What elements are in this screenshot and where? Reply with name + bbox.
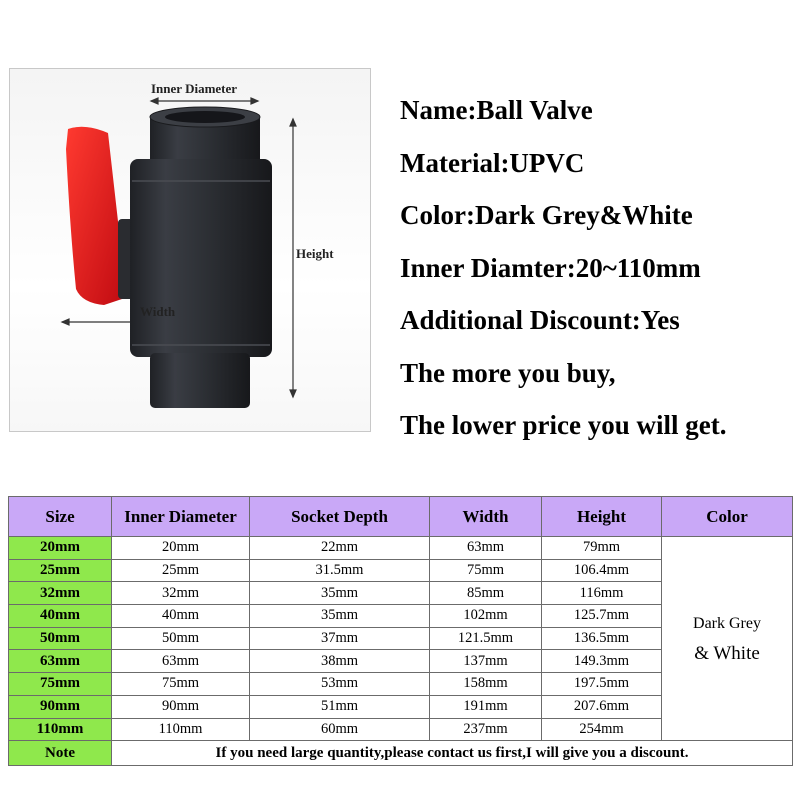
height-cell: 79mm [542, 537, 662, 560]
color-line-2: & White [694, 642, 760, 664]
width-cell: 237mm [430, 718, 542, 741]
size-table [8, 496, 793, 766]
inner-diameter-cell: 20mm [112, 537, 250, 560]
size-cell: 90mm [9, 695, 112, 718]
height-cell: 149.3mm [542, 650, 662, 673]
height-cell: 106.4mm [542, 559, 662, 582]
socket-depth-cell: 38mm [250, 650, 430, 673]
size-cell: 75mm [9, 673, 112, 696]
inner-diameter-cell: 32mm [112, 582, 250, 605]
inner-diameter-cell: 110mm [112, 718, 250, 741]
color-line-1: Dark Grey [693, 614, 761, 632]
height-cell: 207.6mm [542, 695, 662, 718]
socket-depth-cell: 37mm [250, 627, 430, 650]
width-cell: 85mm [430, 582, 542, 605]
inner-diameter-cell: 40mm [112, 605, 250, 628]
inner-diameter-cell: 90mm [112, 695, 250, 718]
inner-diameter-label: Inner Diameter [151, 81, 238, 96]
note-row [9, 741, 793, 766]
width-cell: 191mm [430, 695, 542, 718]
size-cell: 20mm [9, 537, 112, 560]
header-color: Color [662, 497, 793, 537]
socket-depth-cell: 51mm [250, 695, 430, 718]
product-specs [400, 84, 726, 452]
inner-diameter-cell: 75mm [112, 673, 250, 696]
inner-diameter-cell: 50mm [112, 627, 250, 650]
height-cell: 254mm [542, 718, 662, 741]
header-height: Height [542, 497, 662, 537]
red-handle [66, 127, 122, 305]
spec-material: Material:UPVC [400, 147, 585, 178]
spec-promo-line-2: The lower price you will get. [400, 410, 727, 440]
valve-body [130, 159, 272, 357]
header-socket-depth: Socket Depth [250, 497, 430, 537]
socket-depth-cell: 60mm [250, 718, 430, 741]
table-header-row [9, 497, 793, 537]
color-cell [662, 537, 793, 741]
socket-depth-cell: 22mm [250, 537, 430, 560]
width-cell: 137mm [430, 650, 542, 673]
size-cell: 50mm [9, 627, 112, 650]
socket-depth-cell: 35mm [250, 605, 430, 628]
header-size: Size [9, 497, 112, 537]
inner-diameter-cell: 63mm [112, 650, 250, 673]
size-cell: 110mm [9, 718, 112, 741]
width-cell: 158mm [430, 673, 542, 696]
spec-promo-line-1: The more you buy, [400, 357, 616, 388]
height-cell: 197.5mm [542, 673, 662, 696]
width-cell: 121.5mm [430, 627, 542, 650]
width-label: Width [140, 304, 176, 319]
spec-discount: Additional Discount:Yes [400, 305, 680, 335]
width-cell: 102mm [430, 605, 542, 628]
size-cell: 32mm [9, 582, 112, 605]
table-row [9, 537, 793, 560]
height-label: Height [296, 246, 334, 261]
socket-depth-cell: 35mm [250, 582, 430, 605]
inner-diameter-cell: 25mm [112, 559, 250, 582]
header-inner-diameter: Inner Diameter [112, 497, 250, 537]
spec-inner-diameter: Inner Diamter:20~110mm [400, 252, 701, 283]
height-cell: 125.7mm [542, 605, 662, 628]
socket-depth-cell: 53mm [250, 673, 430, 696]
height-cell: 136.5mm [542, 627, 662, 650]
spec-color: Color:Dark Grey&White [400, 200, 693, 230]
note-text: If you need large quantity,please contact us first,I will give you a discount. [112, 741, 793, 766]
width-cell: 75mm [430, 559, 542, 582]
size-cell: 25mm [9, 559, 112, 582]
spec-name: Name:Ball Valve [400, 95, 593, 125]
size-cell: 63mm [9, 650, 112, 673]
size-cell: 40mm [9, 605, 112, 628]
width-cell: 63mm [430, 537, 542, 560]
height-cell: 116mm [542, 582, 662, 605]
product-photo [9, 68, 371, 432]
note-label: Note [9, 741, 112, 766]
header-width: Width [430, 497, 542, 537]
socket-depth-cell: 31.5mm [250, 559, 430, 582]
bottom-socket [150, 353, 250, 408]
